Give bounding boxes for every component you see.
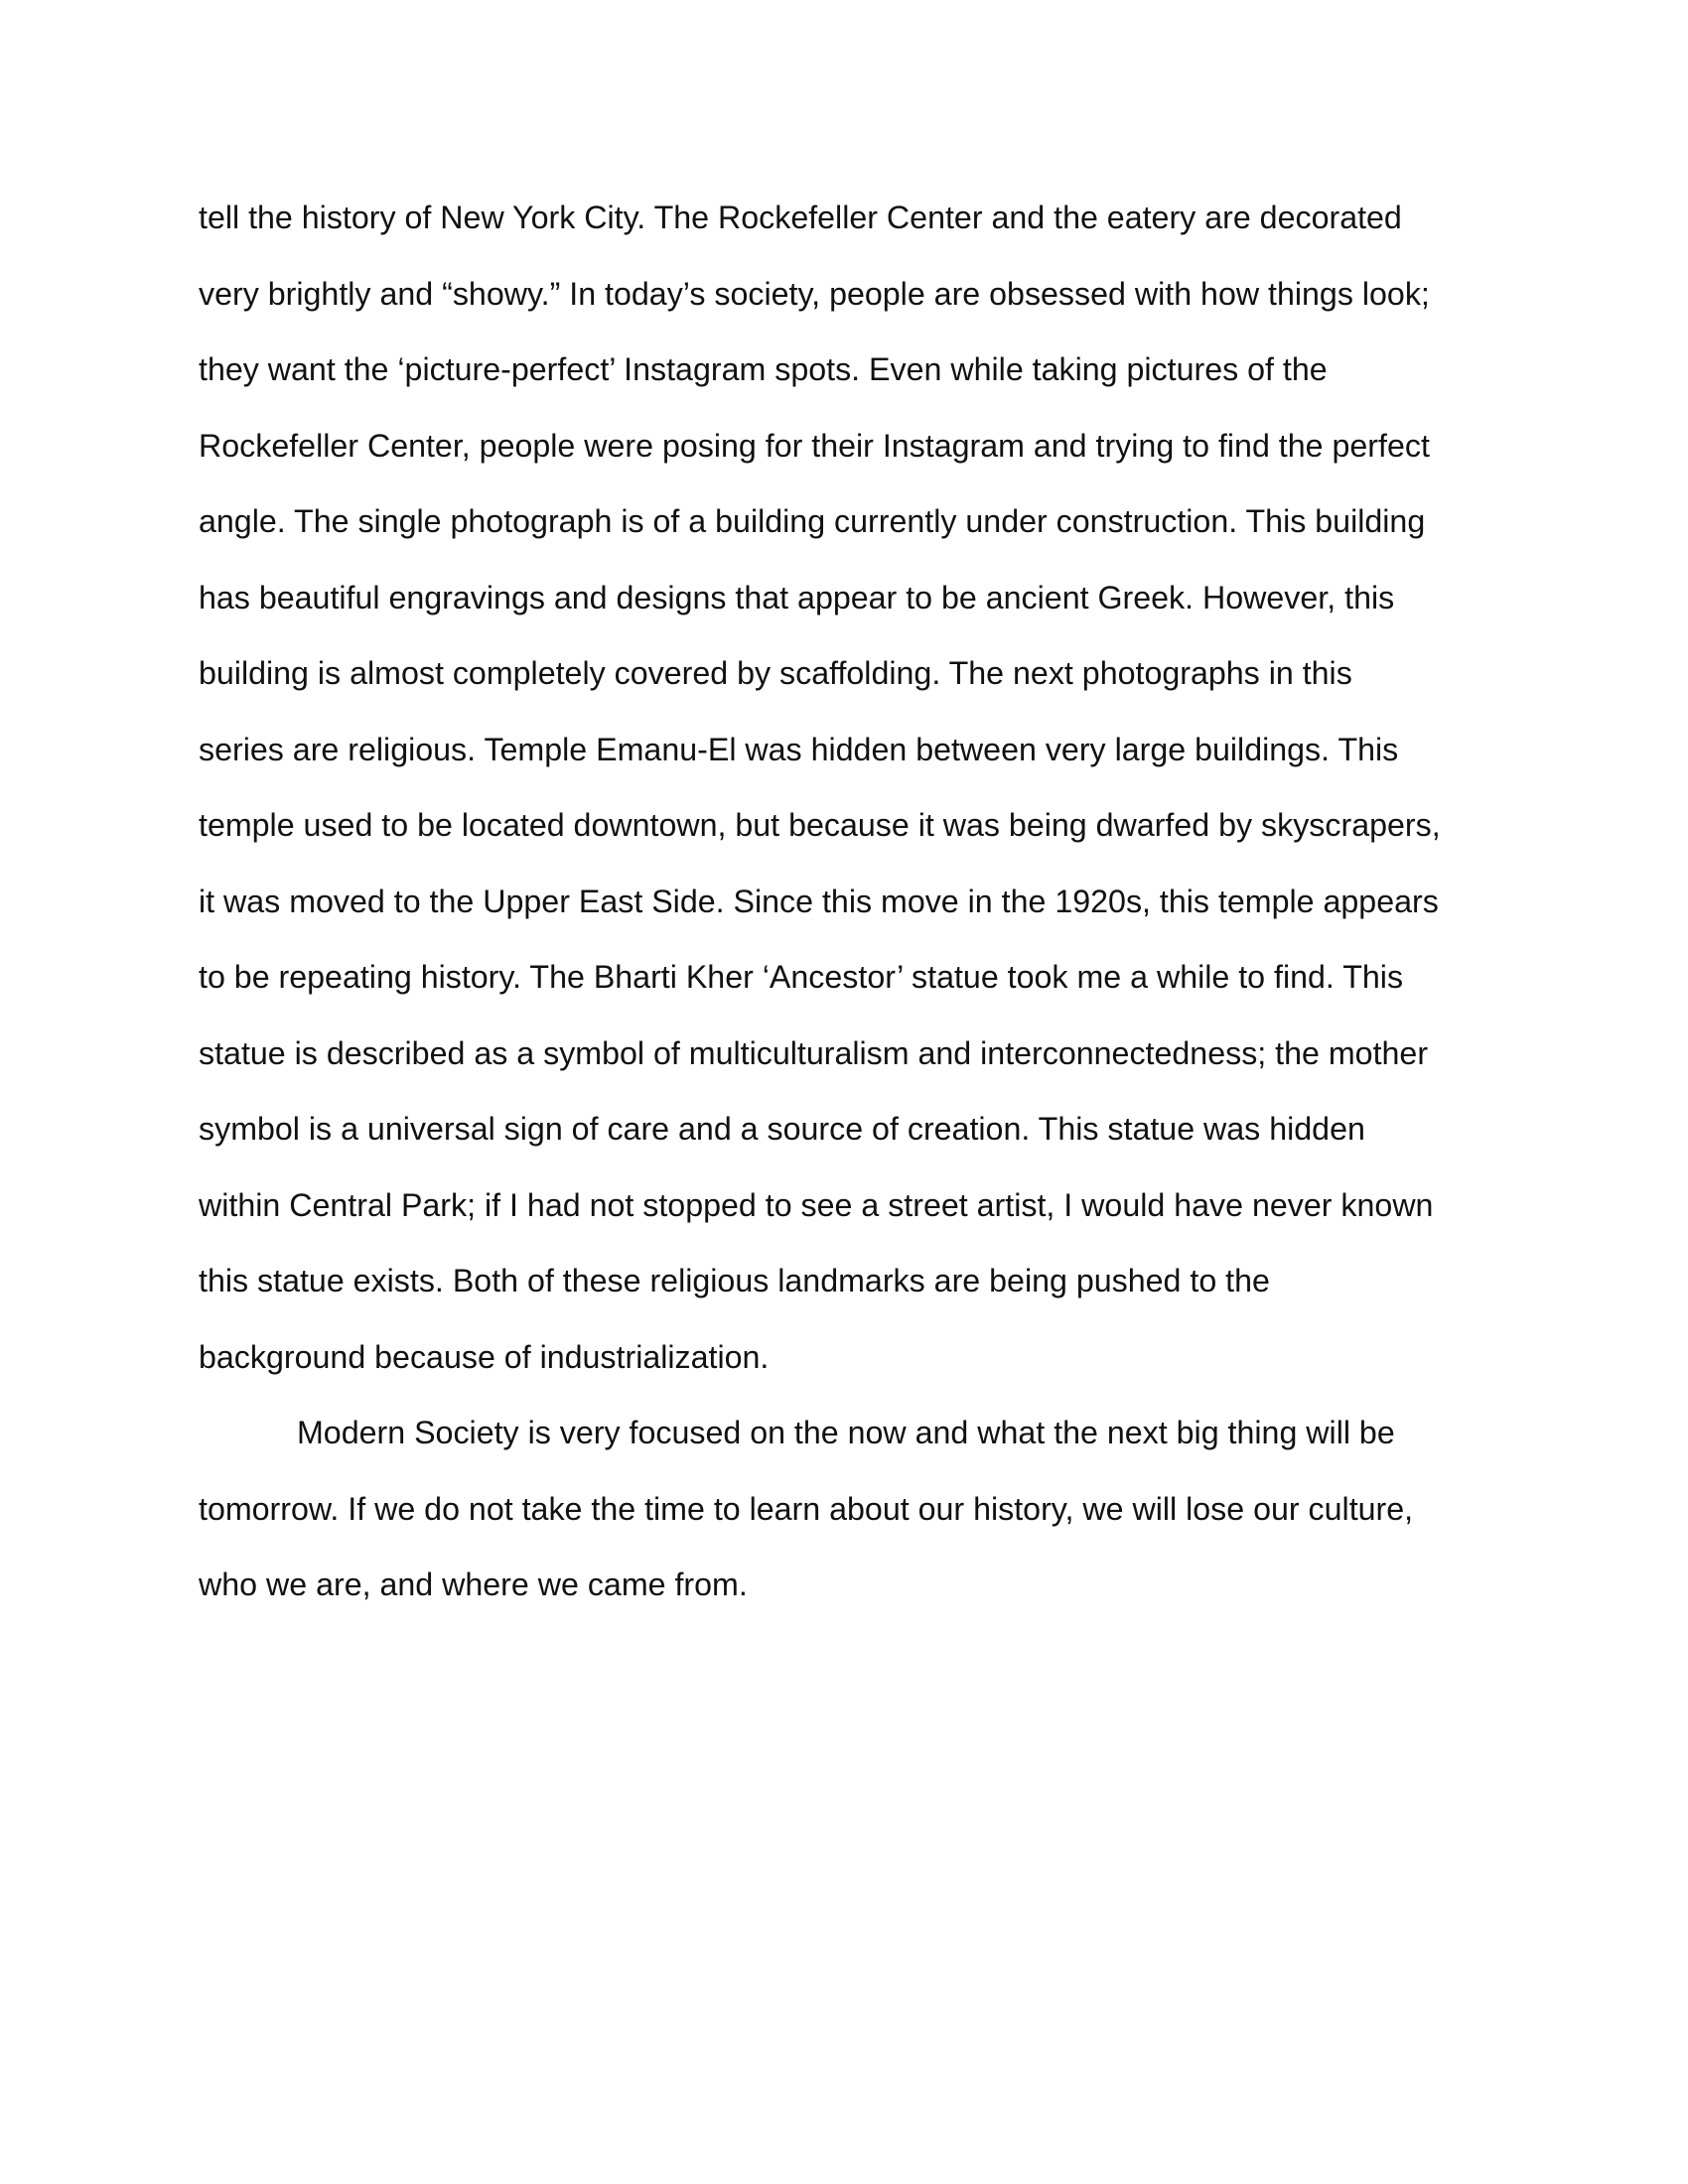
paragraph-line: this statue exists. Both of these religious landmarks are being pushed to the <box>199 1263 1270 1298</box>
document-body <box>199 193 1489 1636</box>
paragraph-line: series are religious. Temple Emanu-El was hidden between very large buildings. This <box>199 731 1399 767</box>
paragraph-line: who we are, and where we came from. <box>199 1567 748 1602</box>
paragraph-line: has beautiful engravings and designs that appear to be ancient Greek. However, this <box>199 579 1395 615</box>
paragraph-line: it was moved to the Upper East Side. Since this move in the 1920s, this temple appears <box>199 883 1439 919</box>
paragraph-line: within Central Park; if I had not stopped to see a street artist, I would have never known <box>199 1186 1434 1223</box>
paragraph-line: symbol is a universal sign of care and a source of creation. This statue was hidden <box>199 1111 1365 1147</box>
paragraph-line: they want the ‘picture-perfect’ Instagram spots. Even while taking pictures of the <box>199 351 1328 387</box>
paragraph-line: building is almost completely covered by scaffolding. The next photographs in this <box>199 655 1352 691</box>
paragraph-line: tell the history of New York City. The Rockefeller Center and the eatery are decorated <box>199 200 1402 235</box>
paragraph-line: background because of industrialization. <box>199 1338 770 1375</box>
paragraph-line: very brightly and “showy.” In today’s society, people are obsessed with how things look; <box>199 275 1430 312</box>
paragraph-line: tomorrow. If we do not take the time to learn about our history, we will lose our culture, <box>199 1490 1414 1527</box>
paragraph-line: temple used to be located downtown, but because it was being dwarfed by skyscrapers, <box>199 807 1441 843</box>
paragraph-line: Rockefeller Center, people were posing for their Instagram and trying to find the perfect <box>199 427 1430 464</box>
paragraph-line-indented: Modern Society is very focused on the now and what the next big thing will be <box>297 1415 1395 1450</box>
paragraph-line: statue is described as a symbol of multiculturalism and interconnectedness; the mother <box>199 1034 1429 1071</box>
paragraph-line: angle. The single photograph is of a building currently under construction. This building <box>199 503 1426 539</box>
paragraph-line: to be repeating history. The Bharti Kher ‘Ancestor’ statue took me a while to find. This <box>199 959 1404 995</box>
